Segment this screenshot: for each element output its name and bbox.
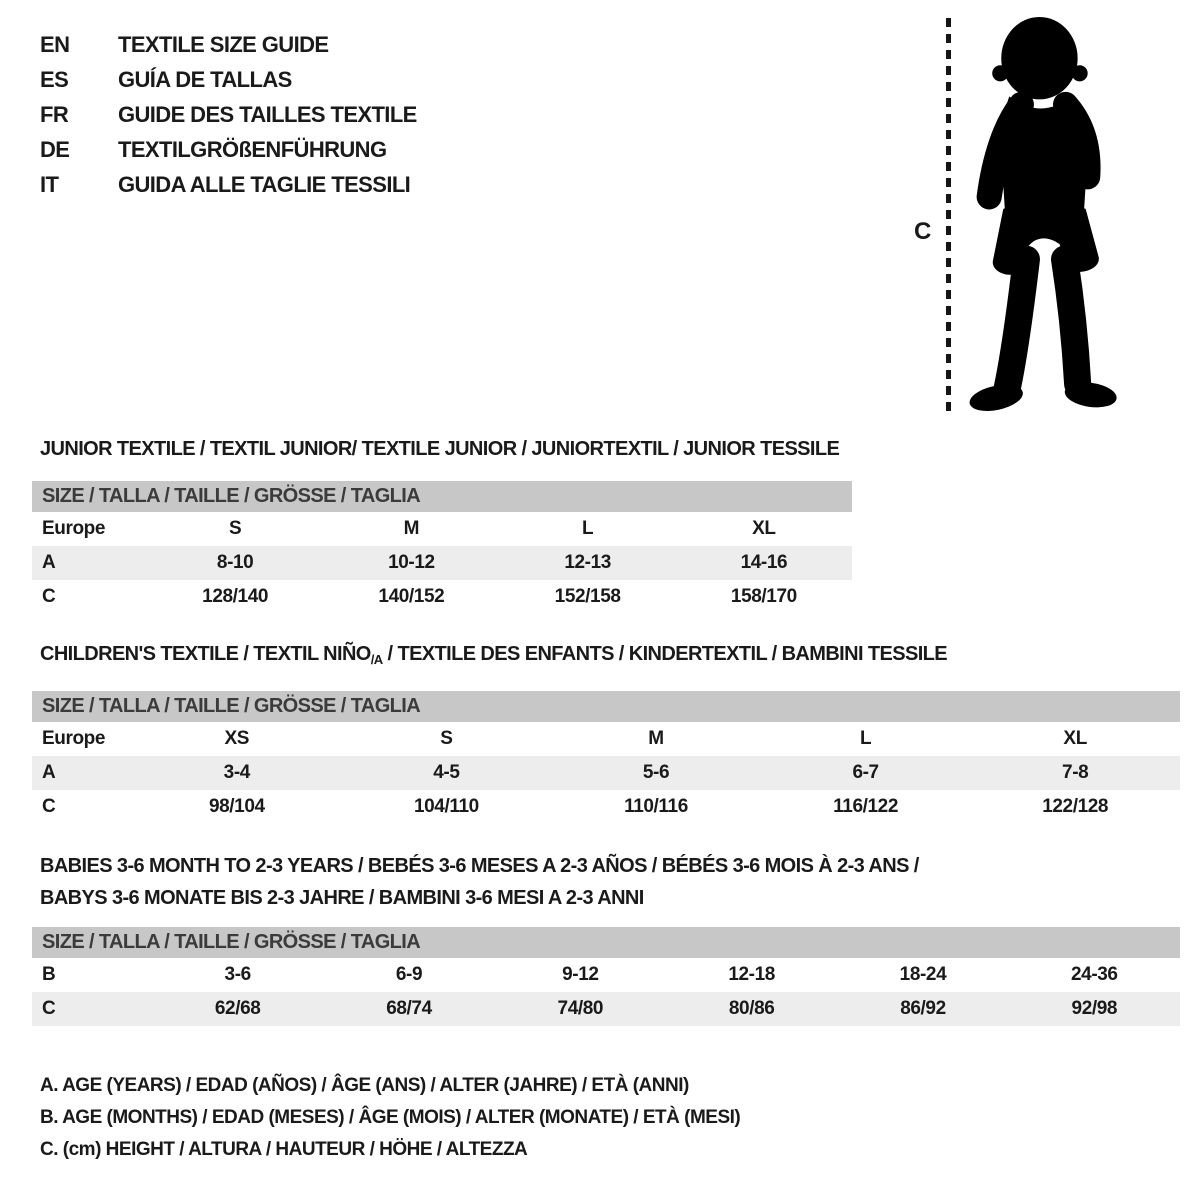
table-row (32, 756, 1180, 790)
row-label: Europe (42, 728, 106, 749)
size-cell: 98/104 (208, 796, 265, 817)
row-label: A (42, 552, 56, 573)
guide-title: TEXTILGRÖßENFÜHRUNG (118, 137, 387, 162)
row-label: Europe (42, 518, 106, 539)
junior-section-title: JUNIOR TEXTILE / TEXTIL JUNIOR/ TEXTILE JUNIOR / JUNIORTEXTIL / JUNIOR TESSILE (40, 438, 840, 460)
size-cell: 8-10 (216, 552, 254, 573)
size-cell: 3-6 (224, 964, 251, 985)
size-cell: M (403, 518, 420, 539)
height-measure-label: C (914, 218, 931, 245)
size-cell: 74/80 (557, 998, 604, 1019)
language-title-list (40, 32, 417, 197)
language-row (40, 137, 417, 162)
babies-size-table (32, 927, 1180, 1026)
table-rows (32, 958, 1180, 1026)
size-cell: XL (752, 518, 776, 539)
size-cell: XS (224, 728, 250, 749)
toddler-silhouette-icon (962, 16, 1140, 418)
size-cell: 10-12 (388, 552, 435, 573)
size-cell: S (440, 728, 453, 749)
language-code: FR (40, 102, 69, 127)
guide-title: GUIDA ALLE TAGLIE TESSILI (118, 172, 411, 197)
size-cell: 110/116 (624, 796, 688, 817)
table-row (32, 722, 1180, 756)
size-cell: 12-18 (728, 964, 775, 985)
size-header-bar: SIZE / TALLA / TAILLE / GRÖSSE / TAGLIA (32, 927, 1180, 958)
size-cell: 152/158 (554, 586, 621, 607)
language-code: EN (40, 32, 70, 57)
size-cell: M (648, 728, 664, 749)
children-title-prefix: CHILDREN'S TEXTILE / TEXTIL NIÑO (40, 643, 371, 665)
size-cell: 7-8 (1062, 762, 1089, 783)
size-cell: 128/140 (202, 586, 269, 607)
children-size-table (32, 691, 1180, 824)
size-cell: 6-7 (852, 762, 879, 783)
table-row (32, 546, 852, 580)
size-cell: L (582, 518, 594, 539)
size-cell: 86/92 (900, 998, 946, 1019)
row-label: C (42, 586, 56, 607)
size-header-bar: SIZE / TALLA / TAILLE / GRÖSSE / TAGLIA (32, 481, 852, 512)
size-cell: 24-36 (1071, 964, 1118, 985)
babies-section-title (40, 850, 1140, 914)
size-cell: 92/98 (1071, 998, 1118, 1019)
table-row (32, 790, 1180, 824)
language-code: IT (40, 172, 59, 197)
babies-title-line1: BABIES 3-6 MONTH TO 2-3 YEARS / BEBÉS 3-6 MESES A 2-3 AÑOS / BÉBÉS 3-6 MOIS À 2-3 ANS / (40, 855, 919, 877)
size-cell: 158/170 (730, 586, 797, 607)
language-code: DE (40, 137, 70, 162)
size-cell: 68/74 (386, 998, 432, 1019)
language-row (40, 172, 417, 197)
language-row (40, 32, 417, 57)
guide-title: TEXTILE SIZE GUIDE (118, 32, 329, 57)
size-cell: 14-16 (740, 552, 788, 573)
size-cell: 12-13 (564, 552, 611, 573)
size-header-bar: SIZE / TALLA / TAILLE / GRÖSSE / TAGLIA (32, 691, 1180, 722)
table-row (32, 992, 1180, 1026)
height-measure-dashed-line (946, 18, 951, 416)
row-label: B (42, 964, 56, 985)
size-cell: 80/86 (728, 998, 775, 1019)
size-cell: 18-24 (899, 964, 947, 985)
size-cell: 6-9 (395, 964, 423, 985)
table-row (32, 958, 1180, 992)
language-code: ES (40, 67, 69, 92)
size-cell: 104/110 (413, 796, 479, 817)
size-cell: 140/152 (378, 586, 445, 607)
size-cell: 4-5 (433, 762, 460, 783)
size-cell: XL (1063, 728, 1087, 749)
size-cell: 5-6 (642, 762, 670, 783)
size-cell: 116/122 (833, 796, 898, 817)
table-row (32, 580, 852, 614)
legend-line-a: A. AGE (YEARS) / EDAD (AÑOS) / ÂGE (ANS) / ALTER (JAHRE) / ETÀ (ANNI) (40, 1075, 689, 1096)
babies-title-line2: BABYS 3-6 MONATE BIS 2-3 JAHRE / BAMBINI 3-6 MESI A 2-3 ANNI (40, 887, 644, 909)
legend (40, 1070, 740, 1166)
row-label: A (42, 762, 56, 783)
table-rows (32, 512, 852, 614)
size-cell: L (859, 728, 872, 749)
language-row (40, 67, 417, 92)
row-label: C (42, 796, 56, 817)
legend-line-b: B. AGE (MONTHS) / EDAD (MESES) / ÂGE (MOIS) / ALTER (MONATE) / ETÀ (MESI) (40, 1107, 741, 1128)
row-label: C (42, 998, 56, 1019)
junior-size-table (32, 481, 852, 614)
guide-title: GUIDE DES TAILLES TEXTILE (118, 102, 417, 127)
guide-title: GUÍA DE TALLAS (118, 67, 292, 92)
size-cell: 62/68 (214, 998, 261, 1019)
children-section-title (40, 642, 947, 672)
children-title-subscript: /A (370, 652, 383, 667)
legend-line-c: C. (cm) HEIGHT / ALTURA / HAUTEUR / HÖHE / ALTEZZA (40, 1139, 528, 1160)
size-cell: 3-4 (223, 762, 250, 783)
size-cell: 122/128 (1042, 796, 1109, 817)
size-cell: S (228, 518, 242, 539)
children-title-suffix: / TEXTILE DES ENFANTS / KINDERTEXTIL / BAMBINI TESSILE (382, 643, 948, 665)
language-row (40, 102, 417, 127)
table-rows (32, 722, 1180, 824)
size-cell: 9-12 (562, 964, 599, 985)
table-row (32, 512, 852, 546)
